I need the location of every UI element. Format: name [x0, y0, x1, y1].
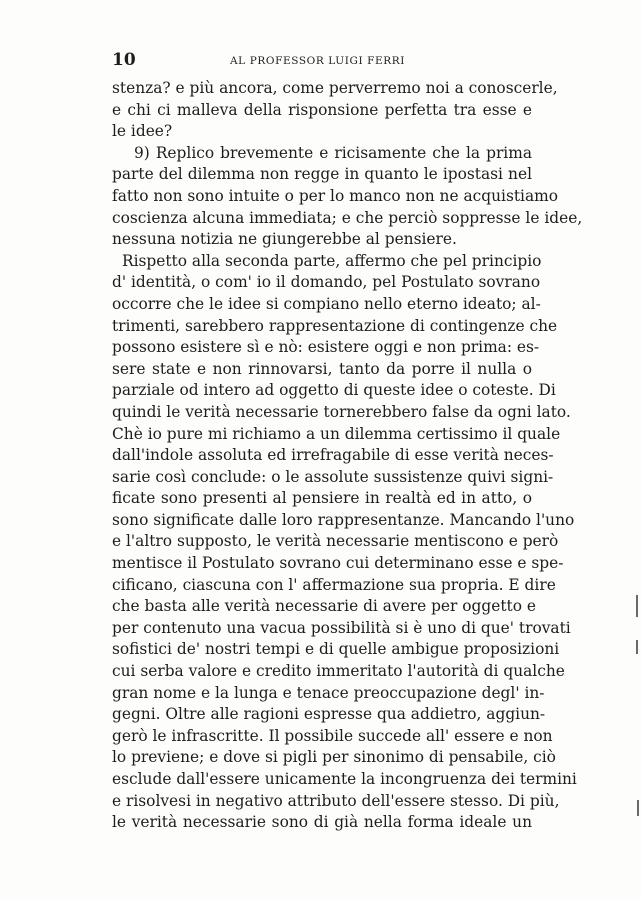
page-header	[112, 50, 530, 76]
text-line: gran nome e la lunga e tenace preoccupazione degl' in-	[112, 683, 545, 702]
text-line: sono significate dalle loro rappresentanze. Mancando l'uno	[112, 510, 575, 529]
page-number: 10	[112, 50, 136, 70]
text-line: per contenuto una vacua possibilità si è uno di que' trovati	[112, 618, 571, 637]
body-text	[112, 78, 583, 834]
text-line: mentisce il Postulato sovrano cui determinano esse e spe-	[112, 554, 564, 573]
text-line: lo previene; e dove si pigli per sinonimo di pensabile, ciò	[112, 748, 556, 767]
text-line: che basta alle verità necessarie di avere per oggetto e	[112, 597, 536, 616]
text-line: sere state e non rinnovarsi, tanto da porre il nulla o	[112, 359, 532, 378]
text-line: dall'indole assoluta ed irrefragabile di esse verità neces-	[112, 446, 554, 465]
text-line: ficate sono presenti al pensiere in realtà ed in atto, o	[112, 489, 532, 508]
text-line: stenza? e più ancora, come perverremo noi a conoscerle,	[112, 79, 558, 97]
running-title: AL PROFESSOR LUIGI FERRI	[230, 55, 406, 67]
text-line: coscienza alcuna immediata; e che perciò soppresse le idee,	[112, 208, 583, 227]
scan-edge-mark	[637, 800, 639, 816]
text-line: cificano, ciascuna con l' affermazione sua propria. E dire	[112, 575, 556, 594]
text-line: occorre che le idee si compiano nello eterno ideato; al-	[112, 294, 541, 313]
text-line: nessuna notizia ne giungerebbe al pensiere.	[112, 230, 457, 249]
text-line: e l'altro supposto, le verità necessarie mentiscono e però	[112, 532, 559, 551]
text-line: le idee?	[112, 122, 173, 141]
text-line: Rispetto alla seconda parte, affermo che pel principio	[122, 251, 542, 270]
text-line: parte del dilemma non regge in quanto le ipostasi nel	[112, 165, 532, 184]
text-line: e chi ci malleva della risponsione perfetta tra esse e	[112, 100, 532, 119]
text-line: gerò le infrascritte. Il possibile succede all' essere e non	[112, 726, 553, 745]
text-line: quindi le verità necessarie tornerebbero false da ogni lato.	[112, 402, 571, 421]
text-line: le verità necessarie sono di già nella forma ideale un	[112, 813, 532, 832]
text-line: Chè io pure mi richiamo a un dilemma certissimo il quale	[112, 424, 561, 443]
scan-edge-mark	[636, 640, 638, 654]
text-line: d' identità, o com' io il domando, pel Postulato sovrano	[112, 273, 541, 292]
scan-edge-mark	[636, 595, 638, 617]
text-line: trimenti, sarebbero rappresentazione di contingenze che	[112, 316, 558, 335]
text-line: 9) Replico brevemente e ricisamente che la prima	[134, 143, 532, 162]
text-line: gegni. Oltre alle ragioni espresse qua addietro, aggiun-	[112, 705, 546, 724]
text-line: possono esistere sì e nò: esistere oggi e non prima: es-	[112, 338, 540, 357]
text-line: esclude dall'essere unicamente la incongruenza dei termini	[112, 770, 577, 788]
text-line: e risolvesi in negativo attributo dell'essere stesso. Di più,	[112, 791, 560, 810]
text-line: parziale od intero ad oggetto di queste idee o coteste. Di	[112, 381, 556, 400]
text-line: sofistici de' nostri tempi e di quelle ambigue proposizioni	[112, 640, 560, 659]
text-line: fatto non sono intuite o per lo manco non ne acquistiamo	[112, 186, 558, 205]
text-line: sarie così conclude: o le assolute sussistenze quivi signi-	[112, 467, 554, 486]
text-line: cui serba valore e credito immeritato l'autorità di qualche	[112, 662, 565, 681]
